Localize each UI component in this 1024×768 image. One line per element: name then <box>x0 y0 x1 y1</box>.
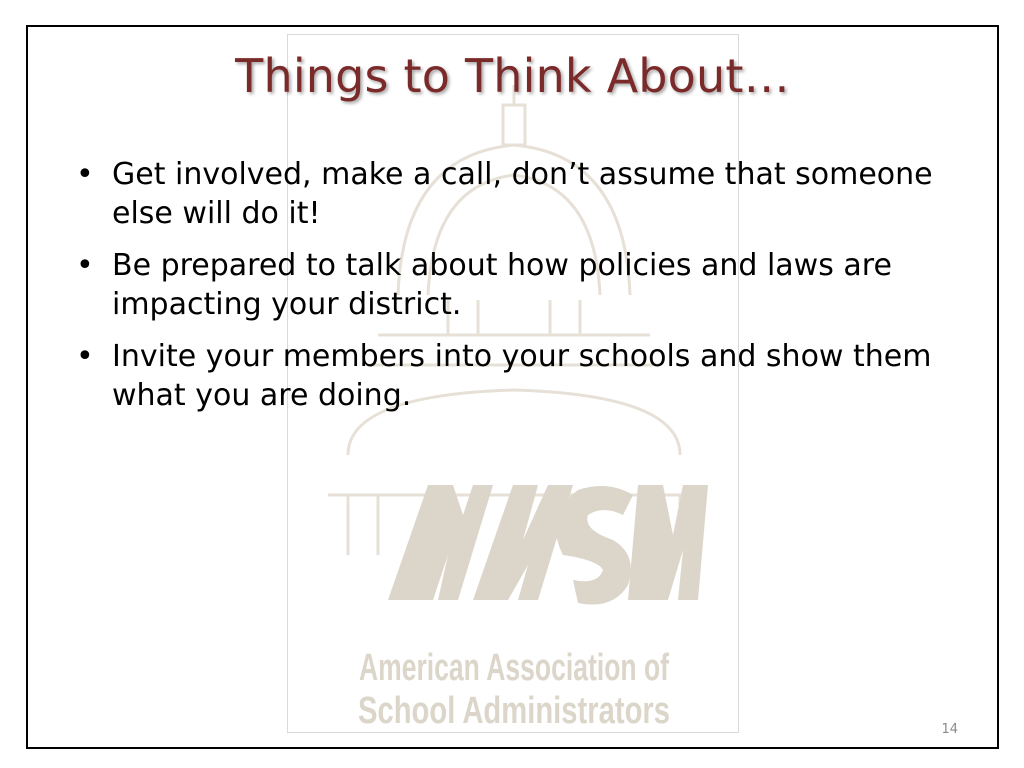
bullet-list <box>72 155 972 428</box>
slide-frame <box>26 25 999 749</box>
bullet-text: Get involved, make a call, don’t assume that someone else will do it! <box>112 157 933 231</box>
watermark-org-line-2: School Administrators <box>358 690 670 732</box>
bullet-dot-icon: • <box>76 248 94 283</box>
page-number: 14 <box>941 722 958 737</box>
bullet-text: Invite your members into your schools and show them what you are doing. <box>112 339 932 413</box>
bullet-item <box>72 155 972 233</box>
slide-title: Things to Think About… <box>235 49 790 103</box>
bullet-dot-icon: • <box>76 339 94 374</box>
bullet-item <box>72 246 972 324</box>
watermark-org-line-1: American Association of <box>359 647 670 689</box>
bullet-text: Be prepared to talk about how policies and laws are impacting your district. <box>112 248 892 322</box>
bullet-item <box>72 337 972 415</box>
bullet-dot-icon: • <box>76 157 94 192</box>
